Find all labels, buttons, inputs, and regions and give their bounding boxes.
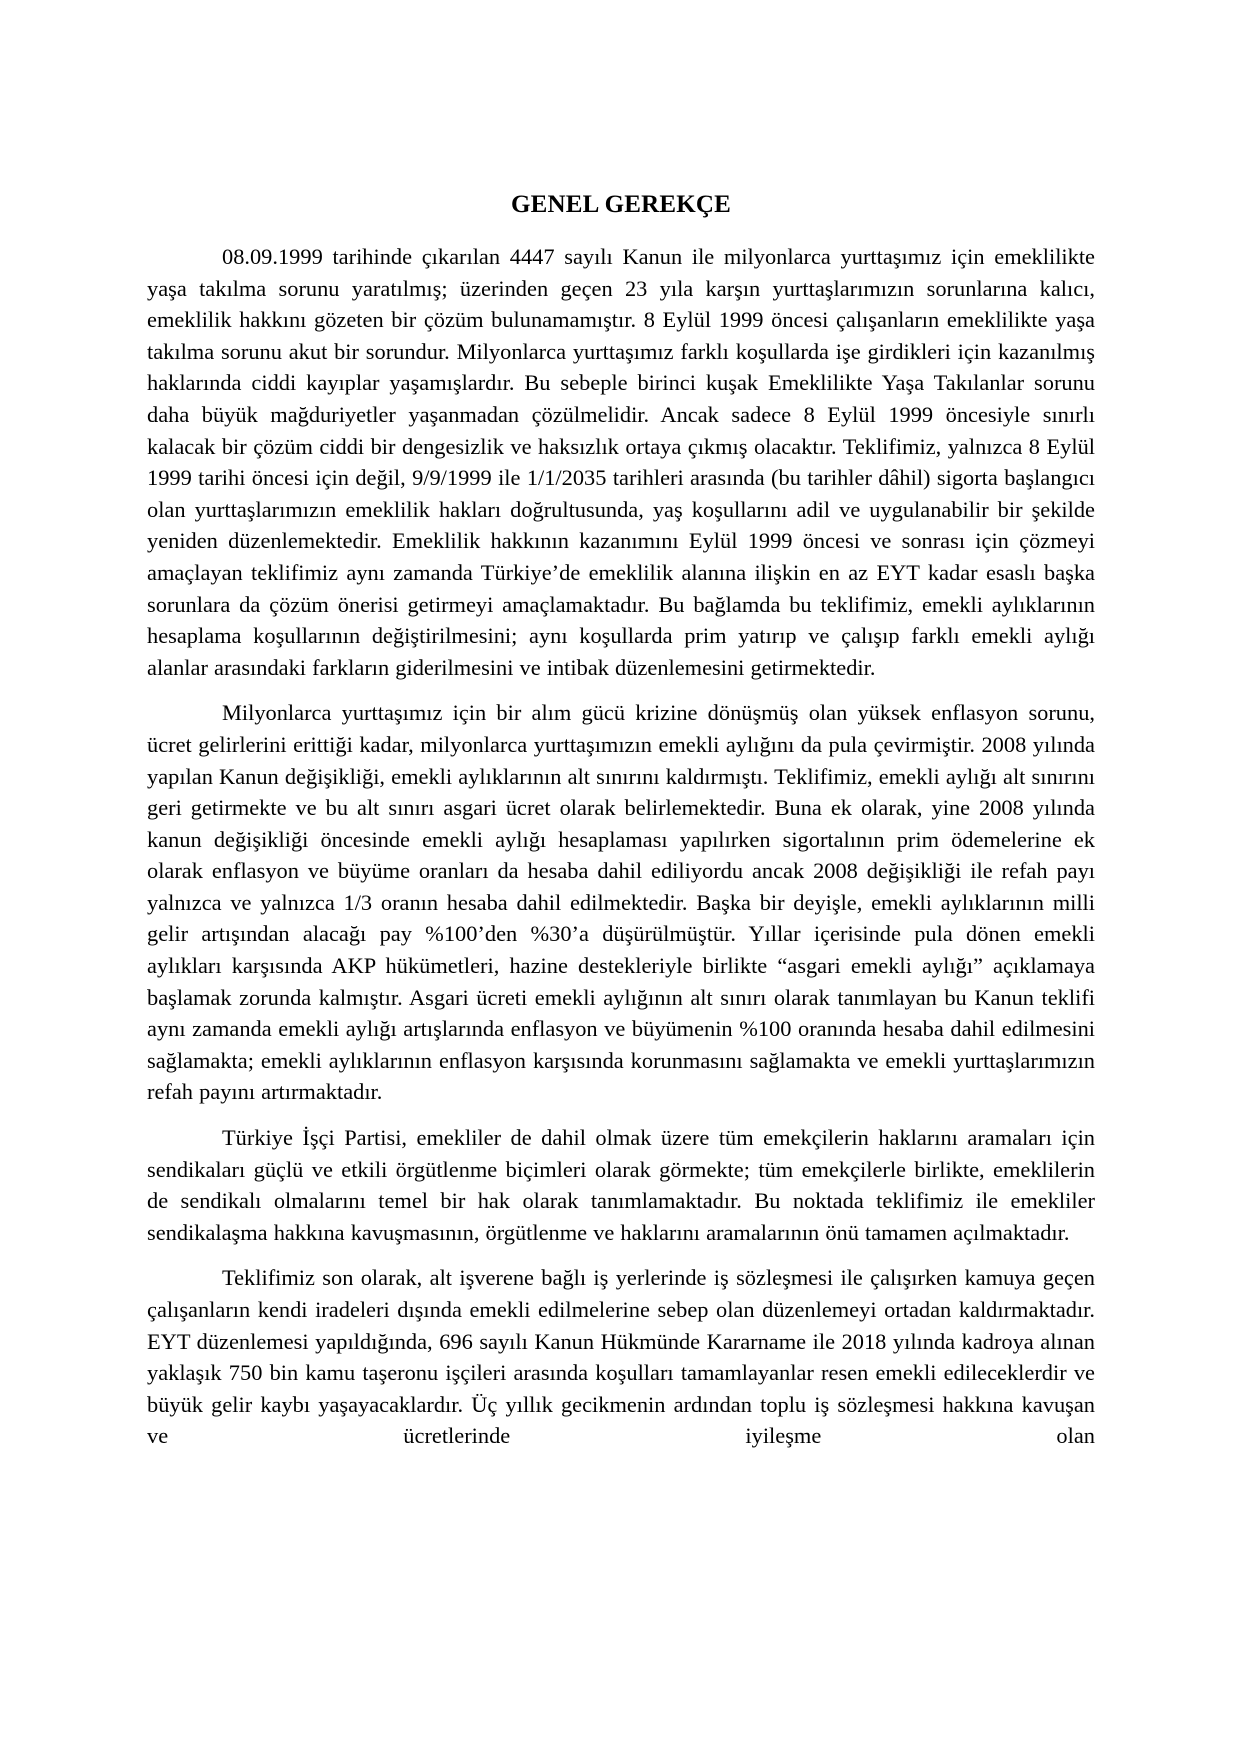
paragraph-2: Milyonlarca yurttaşımız için bir alım gücü krizine dönüşmüş olan yüksek enflasyon sorunu, ücret gelirlerini erittiği kadar, milyonlarca yurttaşımızın emekli aylığını da pula çevirmiştir. 2008 yılında yapılan Kanun değişikliği, emekli aylıklarının alt sınırını kaldırmıştı. Teklifimiz, emekli aylığı alt sınırını geri getirmekte ve bu alt sınırı asgari ücret olarak belirlemektedir. Buna ek olarak, yine 2008 yılında kanun değişikliği öncesinde emekli aylığı hesaplaması yapılırken sigortalının prim ödemelerine ek olarak enflasyon ve büyüme oranları da hesaba dahil ediliyordu ancak 2008 değişikliği ile refah payı yalnızca ve yalnızca 1/3 oranın hesaba dahil edilmektedir. Başka bir deyişle, emekli aylıklarının milli gelir artışından alacağı pay %100’den %30’a düşürülmüştür. Yıllar içerisinde pula dönen emekli aylıkları karşısında AKP hükümetleri, hazine destekleriyle birlikte “asgari emekli aylığı” açıklamaya başlamak zorunda kalmıştır. Asgari ücreti emekli aylığının alt sınırı olarak tanımlayan bu Kanun teklifi aynı zamanda emekli aylığı artışlarında enflasyon ve büyümenin %100 oranında hesaba dahil edilmesini sağlamakta; emekli aylıklarının enflasyon karşısında korunmasını sağlamakta ve emekli yurttaşlarımızın refah payını artırmaktadır. [147, 700, 1095, 1105]
paragraph-4: Teklifimiz son olarak, alt işverene bağlı iş yerlerinde iş sözleşmesi ile çalışırken kamuya geçen çalışanların kendi iradeleri dışında emekli edilmelerine sebep olan düzenlemeyi ortadan kaldırmaktadır. EYT düzenlemesi yapıldığında, 696 sayılı Kanun Hükmünde Kararname ile 2018 yılında kadroya alınan yaklaşık 750 bin kamu taşeronu işçileri arasında koşulları tamamlayanlar resen emekli edileceklerdir ve büyük gelir kaybı yaşayacaklardır. Üç yıllık gecikmenin ardından toplu iş sözleşmesi hakkına kavuşan ve ücretlerinde iyileşme olan [147, 1265, 1095, 1449]
document-title: GENEL GEREKÇE [510, 191, 732, 218]
paragraph-1: 08.09.1999 tarihinde çıkarılan 4447 sayılı Kanun ile milyonlarca yurttaşımız için emeklilikte yaşa takılma sorunu yaratılmış; üzerinden geçen 23 yıla karşın yurttaşlarımızın sorunlarına kalıcı, emeklilik hakkını gözeten bir çözüm bulunamamıştır. 8 Eylül 1999 öncesi çalışanların emeklilikte yaşa takılma sorunu akut bir sorundur. Milyonlarca yurttaşımız farklı koşullarda işe girdikleri için kazanılmış haklarında ciddi kayıplar yaşamışlardır. Bu sebeple birinci kuşak Emeklilikte Yaşa Takılanlar sorunu daha büyük mağduriyetler yaşanmadan çözülmelidir. Ancak sadece 8 Eylül 1999 öncesiyle sınırlı kalacak bir çözüm ciddi bir dengesizlik ve haksızlık ortaya çıkmış olacaktır. Teklifimiz, yalnızca 8 Eylül 1999 tarihi öncesi için değil, 9/9/1999 ile 1/1/2035 tarihleri arasında (bu tarihler dâhil) sigorta başlangıcı olan yurttaşlarımızın emeklilik hakları doğrultusunda, yaş koşullarını adil ve uygulanabilir bir şekilde yeniden düzenlemektedir. Emeklilik hakkının kazanımını Eylül 1999 öncesi ve sonrası için çözmeyi amaçlayan teklifimiz aynı zamanda Türkiye’de emeklilik alanına ilişkin en az EYT kadar esaslı başka sorunlara da çözüm önerisi getirmeyi amaçlamaktadır. Bu bağlamda bu teklifimiz, emekli aylıklarının hesaplama koşullarının değiştirilmesini; aynı koşullarda prim yatırıp ve çalışıp farklı emekli aylığı alanlar arasındaki farkların giderilmesini ve intibak düzenlemesini getirmektedir. [147, 244, 1095, 680]
paragraph-3: Türkiye İşçi Partisi, emekliler de dahil olmak üzere tüm emekçilerin haklarını aramaları için sendikaları güçlü ve etkili örgütlenme biçimleri olarak görmekte; tüm emekçilerle birlikte, emeklilerin de sendikalı olmalarını temel bir hak olarak tanımlamaktadır. Bu noktada teklifimiz ile emekliler sendikalaşma hakkına kavuşmasının, örgütlenme ve haklarını aramalarının önü tamamen açılmaktadır. [147, 1125, 1095, 1245]
document-content [147, 192, 1095, 1452]
